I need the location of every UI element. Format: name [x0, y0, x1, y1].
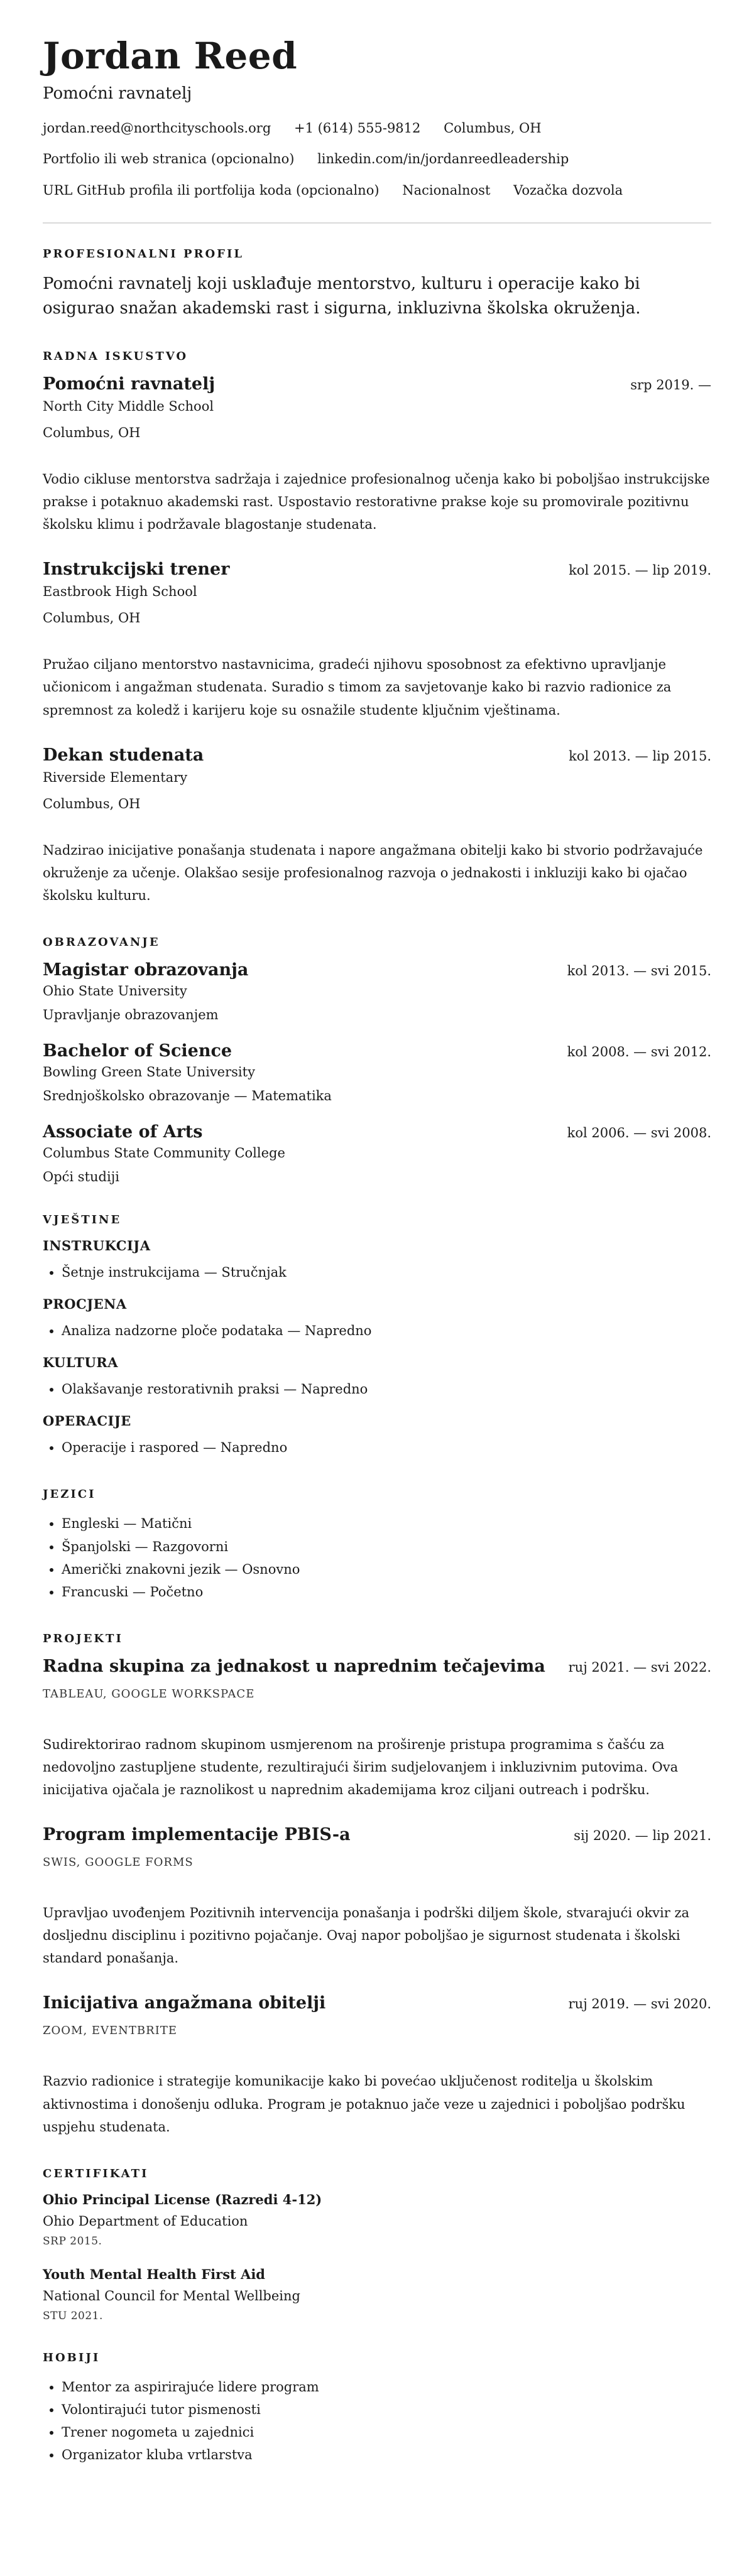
skill-list — [43, 1319, 711, 1342]
section-title-profile: PROFESIONALNI PROFIL — [43, 247, 244, 261]
language-item: • Američki znakovni jezik — Osnovno — [62, 1558, 711, 1581]
skill-group — [43, 1355, 711, 1400]
skill-list — [43, 1436, 711, 1459]
certificate-entry — [43, 2192, 711, 2248]
contact-nationality: Nacionalnost — [402, 182, 491, 198]
experience-location: Columbus, OH — [43, 610, 141, 626]
profile-summary: Pomoćni ravnatelj koji usklađuje mentorstvo, kulturu i operacije kako bi osigurao snažan akademski rast i sigurna, inkluzivna školska okruženja. — [43, 274, 641, 318]
project-name: Inicijativa angažmana obitelji — [43, 1993, 326, 2013]
experience-entry — [43, 374, 711, 536]
certificates-section — [43, 2167, 711, 2322]
education-date: kol 2013. — svi 2015. — [567, 963, 711, 978]
education-date: kol 2006. — svi 2008. — [567, 1125, 711, 1140]
skill-category: OPERACIJE — [43, 1413, 131, 1429]
experience-role: Pomoćni ravnatelj — [43, 374, 216, 394]
education-entry — [43, 960, 711, 1022]
candidate-headline: Pomoćni ravnatelj — [43, 84, 192, 103]
projects-section — [43, 1632, 711, 2138]
contact-email[interactable]: jordan.reed@northcityschools.org — [43, 120, 271, 136]
project-description: Razvio radionice i strategije komunikacije kako bi povećao uključenost roditelja u školskim aktivnostima i donošenju odluka. Program je potaknuo jače veze u zajednici i poboljšao podršku uspjehu studenata. — [43, 2074, 686, 2135]
education-school: Ohio State University — [43, 983, 187, 998]
project-entry — [43, 1825, 711, 1969]
language-item: • Francuski — Početno — [62, 1581, 711, 1603]
section-title-languages: JEZICI — [43, 1488, 96, 1502]
section-title-certificates: CERTIFIKATI — [43, 2167, 149, 2180]
contact-phone[interactable]: +1 (614) 555-9812 — [293, 120, 421, 136]
contact-row-links — [43, 150, 711, 168]
project-tech: TABLEAU, GOOGLE WORKSPACE — [43, 1687, 255, 1701]
hobby-item: • Trener nogometa u zajednici — [62, 2421, 711, 2443]
education-degree: Associate of Arts — [43, 1122, 203, 1142]
experience-role: Instrukcijski trener — [43, 560, 230, 580]
section-title-hobbies: HOBIJI — [43, 2351, 101, 2364]
section-title-experience: RADNA ISKUSTVO — [43, 349, 188, 363]
education-degree: Magistar obrazovanja — [43, 960, 249, 980]
skill-item: • Operacije i raspored — Napredno — [62, 1436, 711, 1459]
experience-location: Columbus, OH — [43, 796, 141, 811]
education-entry — [43, 1041, 711, 1103]
skill-group — [43, 1238, 711, 1284]
hobby-item: • Organizator kluba vrtlarstva — [62, 2443, 711, 2466]
experience-date: kol 2013. — lip 2015. — [569, 748, 711, 764]
education-date: kol 2008. — svi 2012. — [567, 1044, 711, 1059]
experience-description: Pružao ciljano mentorstvo nastavnicima, gradeći njihovu sposobnost za efektivno upravljanje učionicom i angažman studenata. Suradio s timom za savjetovanje kako bi razvio radionice za spremnost za koledž i karijeru koje su osnažile studente ključnim vještinama. — [43, 657, 672, 718]
skill-group — [43, 1413, 711, 1459]
project-date: ruj 2019. — svi 2020. — [568, 1996, 711, 2012]
certificate-date: STU 2021. — [43, 2309, 103, 2322]
hobby-list — [43, 2376, 711, 2466]
experience-entry — [43, 560, 711, 721]
project-date: ruj 2021. — svi 2022. — [568, 1659, 711, 1675]
experience-org: Eastbrook High School — [43, 584, 197, 600]
education-field: Upravljanje obrazovanjem — [43, 1007, 219, 1022]
skills-section — [43, 1213, 711, 1459]
project-entry — [43, 1993, 711, 2138]
experience-section — [43, 350, 711, 907]
education-degree: Bachelor of Science — [43, 1041, 232, 1061]
skill-item: • Olakšavanje restorativnih praksi — Napredno — [62, 1378, 711, 1400]
section-title-education: OBRAZOVANJE — [43, 935, 160, 949]
project-entry — [43, 1657, 711, 1801]
skill-category: KULTURA — [43, 1355, 119, 1371]
experience-org: North City Middle School — [43, 398, 214, 414]
section-title-skills: VJEŠTINE — [43, 1213, 122, 1226]
experience-date: srp 2019. — — [630, 377, 711, 392]
experience-role: Dekan studenata — [43, 745, 204, 765]
experience-date: kol 2015. — lip 2019. — [569, 563, 711, 578]
hobby-item: • Mentor za aspirirajuće lidere program — [62, 2376, 711, 2398]
education-field: Srednjoškolsko obrazovanje — Matematika — [43, 1088, 332, 1103]
education-field: Opći studiji — [43, 1169, 119, 1184]
experience-description: Nadzirao inicijative ponašanja studenata i napore angažmana obitelji kako bi stvorio podržavajuće okruženje za učenje. Olakšao sesije profesionalnog razvoja o jednakosti i inkluziji kako bi ojačao školsku kulturu. — [43, 842, 703, 903]
experience-org: Riverside Elementary — [43, 769, 188, 785]
contact-row-extra — [43, 181, 711, 200]
certificate-issuer: National Council for Mental Wellbeing — [43, 2288, 300, 2303]
certificate-name: Ohio Principal License (Razredi 4-12) — [43, 2191, 322, 2207]
contact-linkedin[interactable]: linkedin.com/in/jordanreedleadership — [317, 151, 569, 167]
skill-list — [43, 1378, 711, 1400]
education-school: Columbus State Community College — [43, 1145, 285, 1161]
contact-row-primary — [43, 119, 711, 138]
header-divider — [43, 222, 711, 224]
section-title-projects: PROJEKTI — [43, 1632, 123, 1645]
contact-location: Columbus, OH — [444, 120, 542, 136]
project-name: Program implementacije PBIS-a — [43, 1825, 351, 1845]
language-item: • Engleski — Matični — [62, 1512, 711, 1535]
hobbies-section — [43, 2351, 711, 2466]
project-description: Sudirektorirao radnom skupinom usmjerenom na proširenje pristupa programima s čašću za nedovoljno zastupljene studente, rezultirajući širim sudjelovanjem i inkluzivnim putovima. Ova inicijativa ojačala je raznolikost u naprednim akademijama kroz ciljani outreach i podršku. — [43, 1736, 679, 1798]
skill-list — [43, 1261, 711, 1284]
languages-section — [43, 1488, 711, 1603]
experience-location: Columbus, OH — [43, 425, 141, 440]
education-school: Bowling Green State University — [43, 1064, 255, 1080]
skill-group — [43, 1296, 711, 1342]
candidate-name: Jordan Reed — [43, 35, 298, 77]
education-entry — [43, 1122, 711, 1184]
certificate-name: Youth Mental Health First Aid — [43, 2266, 265, 2282]
skill-item: • Analiza nadzorne ploče podataka — Napredno — [62, 1319, 711, 1342]
project-tech: SWIS, GOOGLE FORMS — [43, 1856, 194, 1870]
skill-category: PROCJENA — [43, 1296, 127, 1312]
profile-section — [43, 247, 711, 321]
contact-license: Vozačka dozvola — [513, 182, 623, 198]
resume-header — [43, 36, 711, 200]
experience-description: Vodio cikluse mentorstva sadržaja i zajednice profesionalnog učenja kako bi poboljšao instrukcijske prakse i potaknuo akademski rast. Uspostavio restorativne prakse koje su promovirale pozitivnu školsku klimu i podržavale blagostanje studenata. — [43, 471, 710, 533]
education-section — [43, 936, 711, 1184]
project-description: Upravljao uvođenjem Pozitivnih intervencija ponašanja i podrški diljem škole, stvarajući okvir za dosljednu disciplinu i pozitivno pojačanje. Ovaj napor poboljšao je sigurnost studenata i školski standard ponašanja. — [43, 1905, 690, 1966]
skill-item: • Šetnje instrukcijama — Stručnjak — [62, 1261, 711, 1284]
contact-github[interactable]: URL GitHub profila ili portfolija koda (opcionalno) — [43, 182, 380, 198]
certificate-entry — [43, 2266, 711, 2322]
certificate-issuer: Ohio Department of Education — [43, 2213, 248, 2229]
project-name: Radna skupina za jednakost u naprednim tečajevima — [43, 1656, 545, 1676]
skill-category: INSTRUKCIJA — [43, 1237, 151, 1253]
language-item: • Španjolski — Razgovorni — [62, 1535, 711, 1558]
project-date: sij 2020. — lip 2021. — [574, 1828, 711, 1844]
project-tech: ZOOM, EVENTBRITE — [43, 2024, 177, 2038]
experience-entry — [43, 745, 711, 907]
language-list — [43, 1512, 711, 1603]
hobby-item: • Volontirajući tutor pismenosti — [62, 2398, 711, 2421]
contact-portfolio[interactable]: Portfolio ili web stranica (opcionalno) — [43, 151, 295, 167]
certificate-date: SRP 2015. — [43, 2234, 102, 2248]
